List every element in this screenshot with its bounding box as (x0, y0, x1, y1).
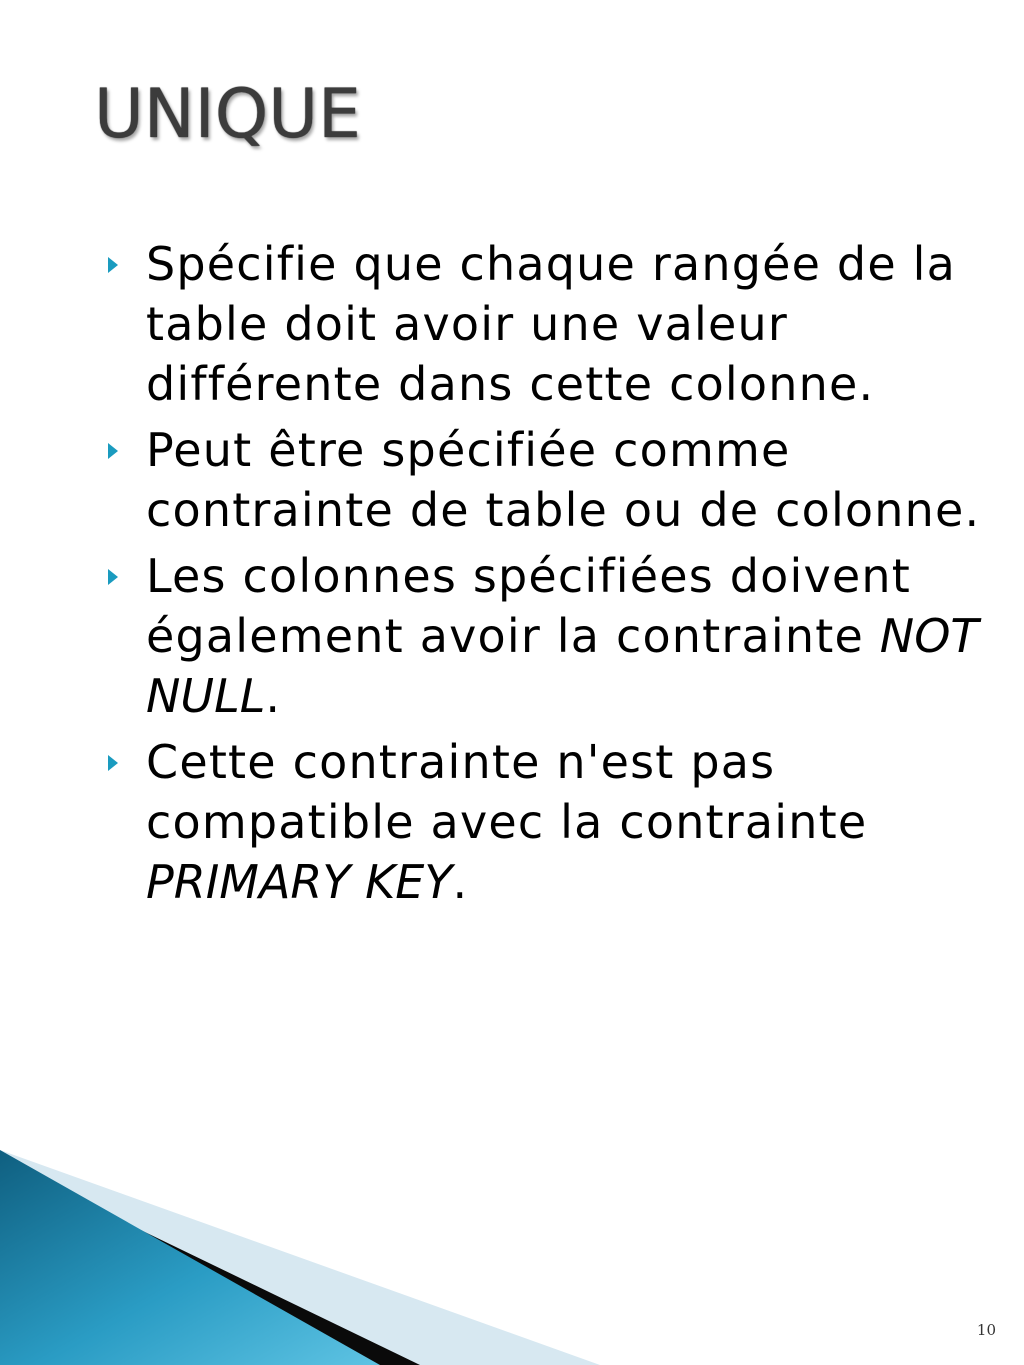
bullet-text: Cette contrainte n'est pas compatible avec la contrainte (146, 735, 868, 849)
page-number: 10 (976, 1321, 996, 1339)
bullet-emphasis: PRIMARY KEY (146, 855, 453, 909)
bullet-text: Les colonnes spécifiées doivent également avoir la contrainte (146, 549, 912, 663)
slide-title: UNIQUE (94, 75, 361, 154)
bullet-text: . (265, 669, 282, 723)
bullet-text: . (452, 855, 469, 909)
bullet-text: Spécifie que chaque rangée de la table doit avoir une valeur différente dans cette colonne. (146, 237, 957, 411)
blue-wedge (0, 1150, 380, 1365)
bullet-emphasis: NOT NULL (146, 609, 979, 723)
bullet-text: Peut être spécifiée comme contrainte de table ou de colonne. (146, 423, 981, 537)
